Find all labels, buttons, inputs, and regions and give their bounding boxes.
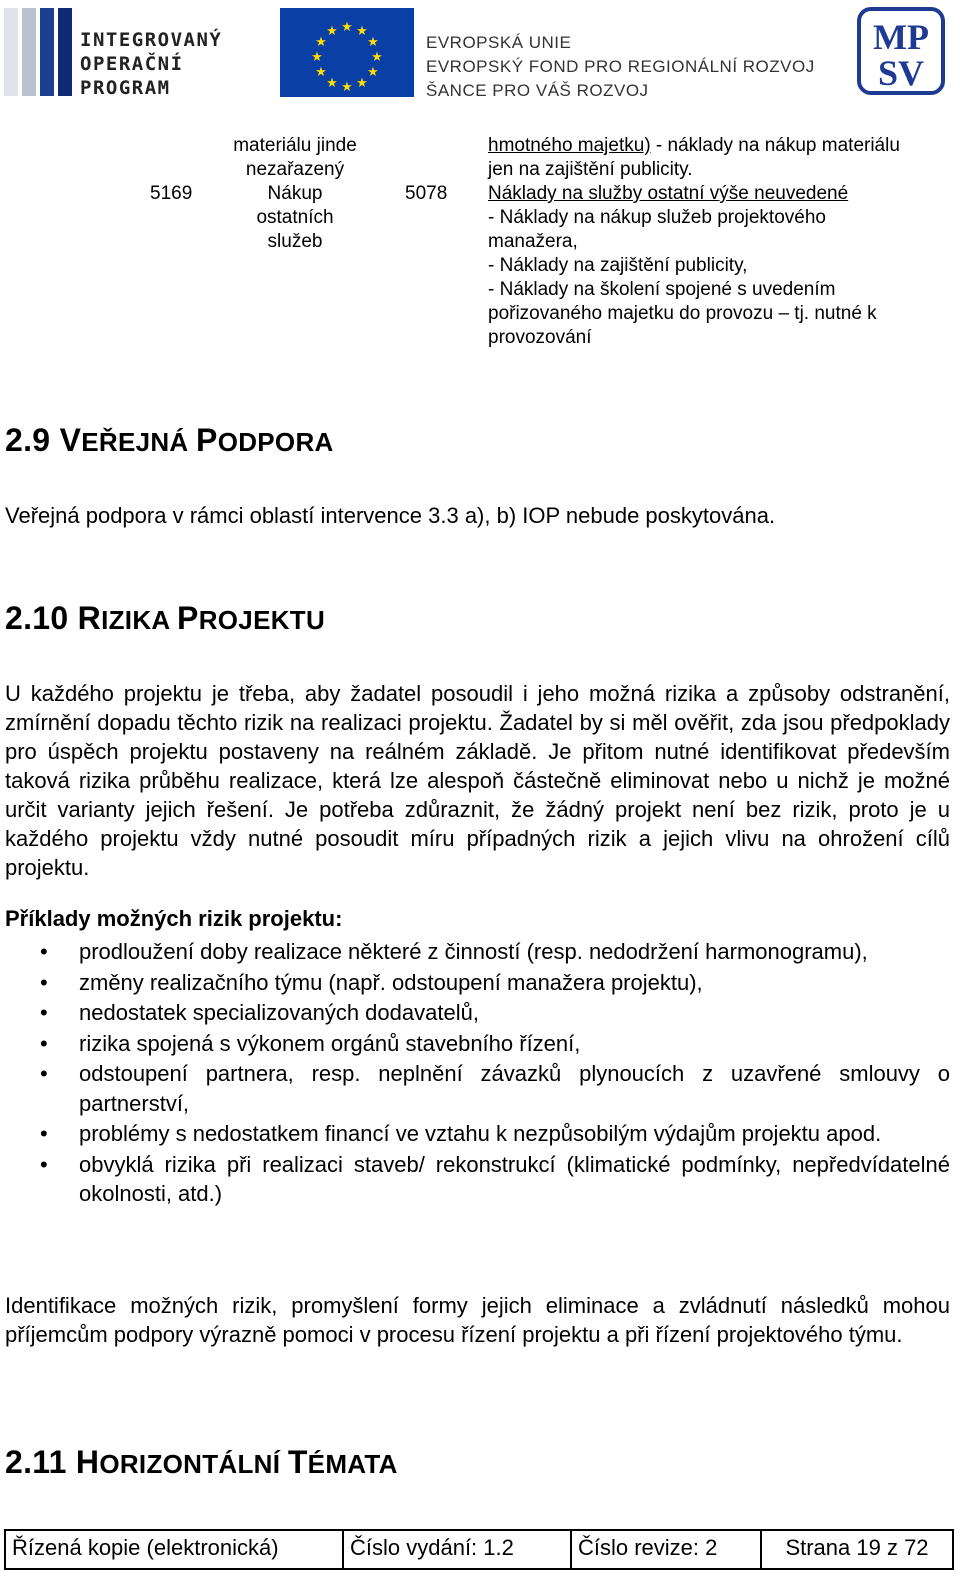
svg-text:★: ★: [326, 76, 338, 91]
footer-page-number: Strana 19 z 72: [785, 1535, 929, 1560]
list-item: • rizika spojená s výkonem orgánů stavebního řízení,: [0, 1029, 950, 1059]
svg-text:★: ★: [326, 24, 338, 39]
svg-text:★: ★: [311, 50, 323, 65]
list-item: • odstoupení partnera, resp. neplnění závazků plynoucích z uzavřené smlouvy o partnerství,: [0, 1059, 950, 1118]
heading-2-10: 2.10 RIZIKA PROJEKTU: [5, 600, 326, 636]
svg-text:★: ★: [341, 80, 353, 95]
risk-examples-title: Příklady možných rizik projektu:: [5, 906, 343, 931]
svg-text:★: ★: [367, 35, 379, 50]
table-description: hmotného majetku) - náklady na nákup materiálu jen na zajištění publicity. Náklady na služby ostatní výše neuvedené - Náklady na nákup služeb projektového manažera, - Náklady na zajištění publicity, - Náklady na školení spojené s uvedením pořizovaného majetku do provozu – tj. nutné k provozování: [488, 135, 900, 348]
list-item: • problémy s nedostatkem financí ve vztahu k nezpůsobilým výdajům projektu apod.: [0, 1119, 950, 1149]
svg-text:★: ★: [315, 35, 327, 50]
table-code-1: 5169: [150, 183, 193, 204]
footer-edition: Číslo vydání: 1.2: [344, 1531, 572, 1568]
paragraph-risk-closing: Identifikace možných rizik, promyšlení formy jejich eliminace a zvládnutí následků mohou příjemcům podpory výrazně pomoci v procesu řízení projektu a při řízení projektového týmu.: [5, 1293, 950, 1347]
list-item: • změny realizačního týmu (např. odstoupení manažera projektu),: [0, 968, 950, 998]
heading-2-11: 2.11 HORIZONTÁLNÍ TÉMATA: [5, 1444, 398, 1480]
list-item: • prodloužení doby realizace některé z činností (resp. nedodržení harmonogramu),: [0, 937, 950, 967]
mpsv-logo-bottom: SV: [877, 53, 925, 93]
heading-2-9: 2.9 VEŘEJNÁ PODPORA: [5, 422, 334, 458]
svg-text:★: ★: [356, 76, 368, 91]
iop-logo-text: INTEGROVANÝ OPERAČNÍ PROGRAM: [80, 29, 223, 99]
list-item: • nedostatek specializovaných dodavatelů,: [0, 998, 950, 1028]
iop-logo: [4, 8, 72, 96]
mpsv-logo: [857, 7, 945, 95]
svg-text:★: ★: [341, 20, 353, 35]
table-code-2: 5078: [405, 183, 448, 204]
page-footer: [4, 1529, 954, 1570]
svg-text:★: ★: [315, 65, 327, 80]
svg-text:★: ★: [356, 24, 368, 39]
table-item-name: materiálu jinde nezařazený Nákup ostatních služeb: [233, 135, 357, 252]
eu-flag-icon: [280, 8, 414, 97]
footer-copy-type: Řízená kopie (elektronická): [6, 1531, 344, 1568]
svg-text:★: ★: [371, 50, 383, 65]
paragraph-risks: U každého projektu je třeba, aby žadatel posoudil i jeho možná rizika a způsoby odstranění, zmírnění dopadu těchto rizik na realizaci projektu. Žadatel by si měl ověřit, zda jsou předpoklady pro úspěch projektu postaveny na reálném základě. Je přitom nutné identifikovat především taková rizika průběhu realizace, která lze alespoň částečně eliminovat nebo u nichž je možné určit varianty jejich řešení. Je potřeba zdůraznit, že žádný projekt není bez rizik, proto je u každého projektu vždy nutné posoudit míru případných rizik a jejich vlivu na ohrožení cílů projektu.: [5, 681, 950, 880]
eu-logo-text: EVROPSKÁ UNIE EVROPSKÝ FOND PRO REGIONÁLNÍ ROZVOJ ŠANCE PRO VÁŠ ROZVOJ: [426, 33, 815, 100]
page-header: [0, 0, 960, 110]
mpsv-logo-top: MP: [873, 17, 929, 57]
footer-revision: Číslo revize: 2: [572, 1531, 762, 1568]
svg-text:★: ★: [367, 65, 379, 80]
paragraph-public-support: Veřejná podpora v rámci oblastí intervence 3.3 a), b) IOP nebude poskytována.: [5, 503, 776, 528]
list-item: • obvyklá rizika při realizaci staveb/ rekonstrukcí (klimatické podmínky, nepředvídatelné okolnosti, atd.): [0, 1150, 950, 1209]
risk-list: [0, 937, 950, 1210]
